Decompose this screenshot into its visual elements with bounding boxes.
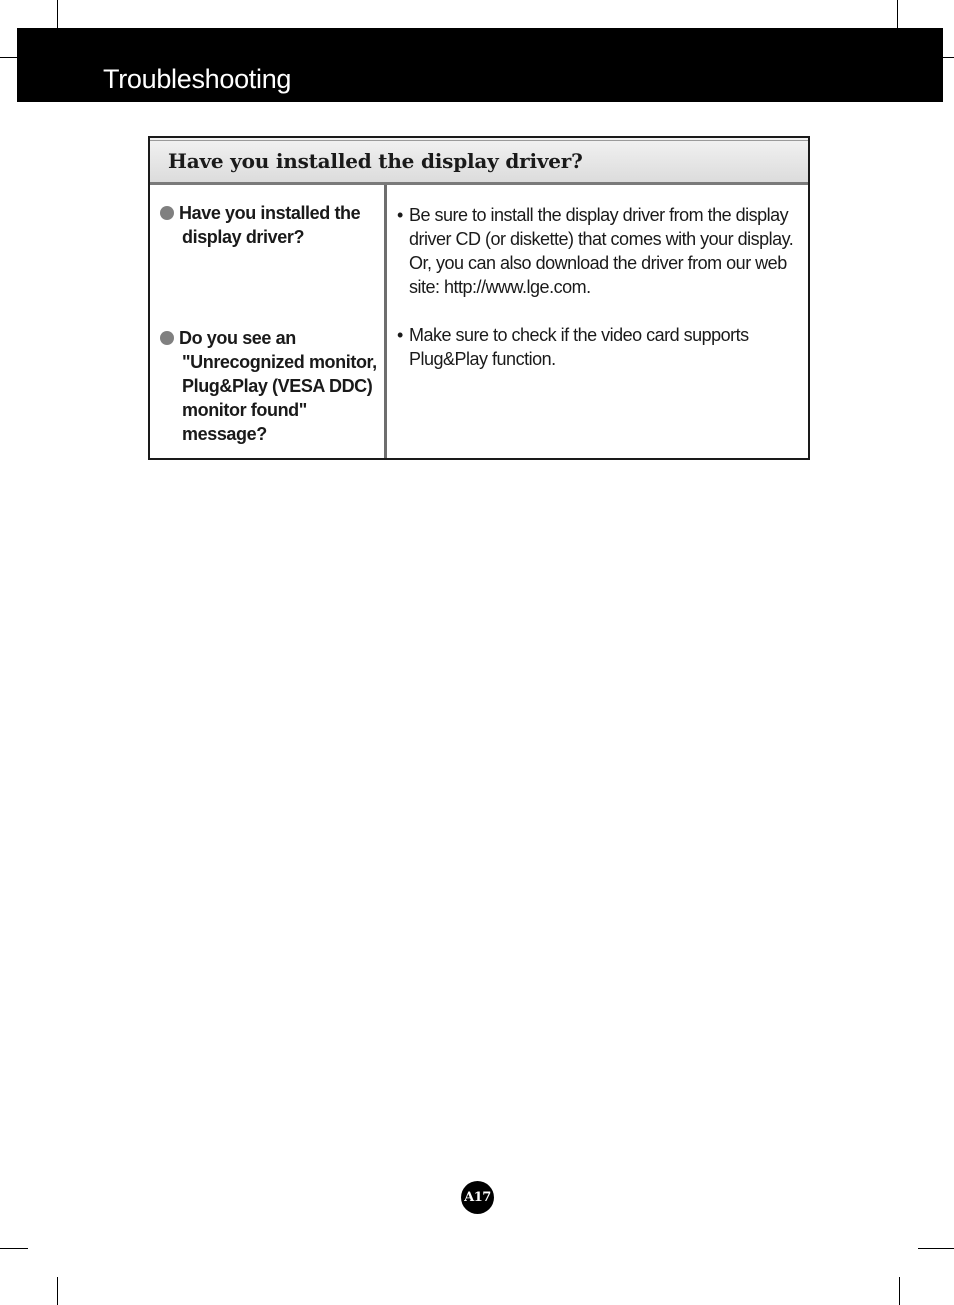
- question-2-line2: "Unrecognized monitor, Plug&Play (VESA DDC) monitor found" message?: [182, 352, 377, 444]
- column-divider: [384, 185, 387, 458]
- answer-2-text: Make sure to check if the video card supports Plug&Play function.: [409, 325, 749, 369]
- panel-header: [150, 138, 808, 185]
- crop-mark: [57, 1277, 58, 1305]
- question-2: [160, 326, 382, 446]
- bullet-dot: •: [397, 325, 403, 345]
- troubleshooting-panel: [148, 136, 810, 460]
- crop-mark: [897, 0, 898, 28]
- question-1-line1: Have you installed the: [179, 203, 361, 223]
- crop-mark: [0, 57, 17, 58]
- question-1: [160, 201, 382, 249]
- bullet-dot: •: [397, 205, 403, 225]
- bullet-icon: [160, 206, 174, 220]
- crop-mark: [57, 0, 58, 28]
- crop-mark: [899, 1277, 900, 1305]
- bullet-icon: [160, 331, 174, 345]
- page-title: Troubleshooting: [103, 64, 292, 94]
- answer-2: [397, 323, 797, 371]
- question-2-line1: Do you see an: [179, 328, 296, 348]
- page-number-badge: A17: [461, 1181, 494, 1214]
- question-1-line2: display driver?: [182, 227, 305, 247]
- answer-1: [397, 203, 797, 299]
- panel-title: Have you installed the display driver?: [168, 149, 583, 173]
- crop-mark: [943, 57, 954, 58]
- header-bar: [17, 28, 943, 102]
- crop-mark: [918, 1248, 954, 1249]
- answer-1-text: Be sure to install the display driver from the display driver CD (or diskette) that comes with your display. Or, you can also download the driver from our web site: http://www.lge.com.: [409, 205, 794, 297]
- crop-mark: [0, 1248, 28, 1249]
